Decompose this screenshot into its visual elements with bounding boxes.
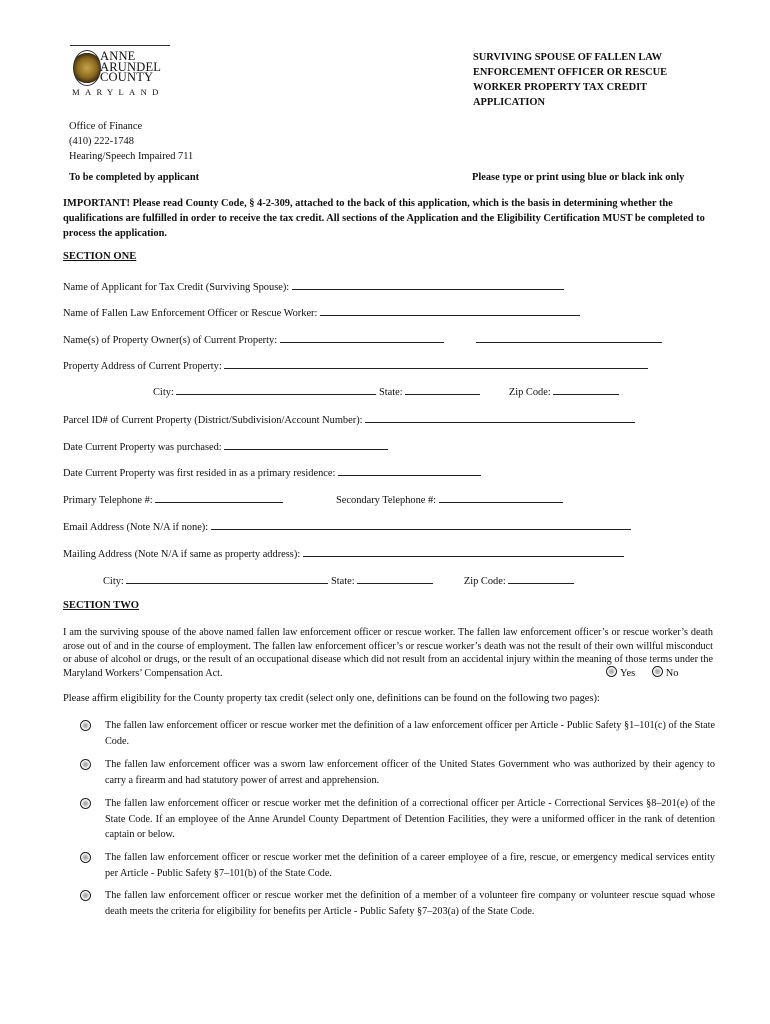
option-3-radio[interactable] (80, 798, 91, 809)
form-title: SURVIVING SPOUSE OF FALLEN LAW ENFORCEMENT OFFICER OR RESCUE WORKER PROPERTY TAX CREDIT APPLICATION (473, 52, 668, 108)
email-row (63, 520, 631, 533)
secondary-phone-field[interactable] (439, 493, 563, 503)
mailing-label: Mailing Address (Note N/A if same as property address): (63, 549, 301, 560)
yes-label: Yes (620, 668, 636, 679)
date-resided-row (63, 466, 481, 479)
option-1-text: The fallen law enforcement officer or rescue worker met the definition of a law enforcement officer per Article - Public Safety §1–101(c) of the State Code. (105, 720, 715, 747)
logo-line-2: ARUNDEL (100, 59, 162, 74)
eligibility-option-2[interactable] (80, 757, 715, 788)
mailing-field[interactable] (303, 547, 624, 557)
property-state-field[interactable] (405, 385, 480, 395)
office-name: Office of Finance (69, 121, 143, 132)
parcel-row (63, 413, 635, 426)
logo-wordmark (100, 51, 161, 83)
office-phone: (410) 222-1748 (69, 136, 134, 147)
eligibility-option-5[interactable] (80, 888, 715, 919)
option-2-text: The fallen law enforcement officer was a sworn law enforcement officer of the United States Government who was authorized by their agency to carry a firearm and had statutory power of arrest and apprehension. (105, 759, 715, 786)
mailing-zip-field[interactable] (508, 574, 574, 584)
parcel-field[interactable] (365, 413, 635, 423)
option-2-radio[interactable] (80, 759, 91, 770)
statement-choice (606, 666, 678, 679)
primary-phone-row (63, 493, 283, 506)
mailing-state-field[interactable] (357, 574, 433, 584)
county-seal-icon (73, 50, 101, 86)
mailing-city-label: City: (103, 576, 124, 587)
officer-name-row (63, 306, 580, 319)
date-resided-label: Date Current Property was first resided in as a primary residence: (63, 468, 336, 479)
property-city-label: City: (153, 387, 174, 398)
affirm-instructions: Please affirm eligibility for the County property tax credit (select only one, definitions can be found on the following two pages): (63, 693, 600, 704)
office-hearing: Hearing/Speech Impaired 711 (69, 151, 194, 162)
mailing-city-field[interactable] (126, 574, 328, 584)
owners-row (63, 333, 662, 346)
county-logo (70, 45, 180, 100)
email-label: Email Address (Note N/A if none): (63, 522, 209, 533)
property-address-row (63, 359, 648, 372)
date-purchased-row (63, 440, 388, 453)
applicant-name-field[interactable] (292, 280, 564, 290)
officer-name-field[interactable] (320, 306, 580, 316)
eligibility-option-4[interactable] (80, 850, 715, 881)
property-zip-label: Zip Code: (508, 387, 551, 398)
date-purchased-label: Date Current Property was purchased: (63, 442, 222, 453)
primary-phone-label: Primary Telephone #: (63, 495, 153, 506)
primary-phone-field[interactable] (155, 493, 283, 503)
logo-line-3: COUNTY (100, 70, 154, 84)
mailing-state-label: State: (331, 576, 355, 587)
ink-note: Please type or print using blue or black ink only (472, 172, 685, 183)
office-info (69, 119, 193, 164)
owner-2-field[interactable] (476, 333, 662, 343)
secondary-phone-label: Secondary Telephone #: (336, 495, 437, 506)
option-4-radio[interactable] (80, 852, 91, 863)
option-4-text: The fallen law enforcement officer or rescue worker met the definition of a career employee of a fire, rescue, or emergency medical services entity per Article - Public Safety §7–101(b) of the State Code. (105, 852, 715, 879)
option-1-radio[interactable] (80, 720, 91, 731)
eligibility-option-3[interactable] (80, 796, 715, 843)
date-purchased-field[interactable] (224, 440, 388, 450)
yes-radio[interactable] (606, 666, 617, 677)
property-city-field[interactable] (176, 385, 376, 395)
no-label: No (665, 668, 679, 679)
option-5-radio[interactable] (80, 890, 91, 901)
option-5-text: The fallen law enforcement officer or rescue worker met the definition of a member of a volunteer fire company or volunteer rescue squad whose death meets the criteria for eligibility for benefits per Article - Public Safety §7–203(a) of the State Code. (105, 890, 715, 917)
mailing-city-row (103, 574, 574, 587)
mailing-row (63, 547, 624, 560)
officer-name-label: Name of Fallen Law Enforcement Officer or Rescue Worker: (63, 308, 318, 319)
applicant-name-row (63, 280, 564, 293)
property-zip-field[interactable] (553, 385, 619, 395)
property-address-field[interactable] (224, 359, 648, 369)
property-city-row (153, 385, 619, 398)
logo-state: MARYLAND (72, 87, 164, 97)
applicant-name-label: Name of Applicant for Tax Credit (Surviving Spouse): (63, 282, 290, 293)
date-resided-field[interactable] (338, 466, 481, 476)
no-radio[interactable] (652, 666, 663, 677)
eligibility-option-1[interactable] (80, 718, 715, 749)
spouse-statement-text: I am the surviving spouse of the above named fallen law enforcement officer or rescue worker. The fallen law enforcement officer’s or rescue worker’s death arose out of and in the course of employment. The fallen law enforcement officer’s or rescue worker’s death was not the result of their own willful misconduct or abuse of alcohol or drugs, or the result of an occupational disease which did not result from an accidental injury within the meaning of those terms under the Maryland Workers’ Compensation Act. (63, 627, 713, 679)
section-one-heading: SECTION ONE (63, 251, 137, 262)
owner-1-field[interactable] (280, 333, 444, 343)
to-be-completed-note: To be completed by applicant (69, 172, 200, 183)
property-state-label: State: (379, 387, 403, 398)
mailing-zip-label: Zip Code: (463, 576, 506, 587)
property-address-label: Property Address of Current Property: (63, 361, 222, 372)
important-notice: IMPORTANT! Please read County Code, § 4-2-309, attached to the back of this application, which is the basis in determining whether the qualifications are fulfilled in order to receive the tax credit. All sections of the Application and the Eligibility Certification MUST be completed to process the application. (63, 198, 705, 239)
logo-rule (70, 45, 170, 46)
option-3-text: The fallen law enforcement officer or rescue worker met the definition of a correctional officer per Article - Correctional Services §8–201(e) of the State Code. If an employee of the Anne Arundel County Department of Detention Facilities, they were a uniformed officer in the rank of detention captain or below. (105, 798, 715, 840)
email-field[interactable] (211, 520, 631, 530)
section-two-heading: SECTION TWO (63, 600, 140, 611)
owners-label: Name(s) of Property Owner(s) of Current Property: (63, 335, 278, 346)
parcel-label: Parcel ID# of Current Property (District/Subdivision/Account Number): (63, 415, 363, 426)
logo-line-1: ANNE (100, 49, 136, 63)
secondary-phone-row (336, 493, 563, 506)
